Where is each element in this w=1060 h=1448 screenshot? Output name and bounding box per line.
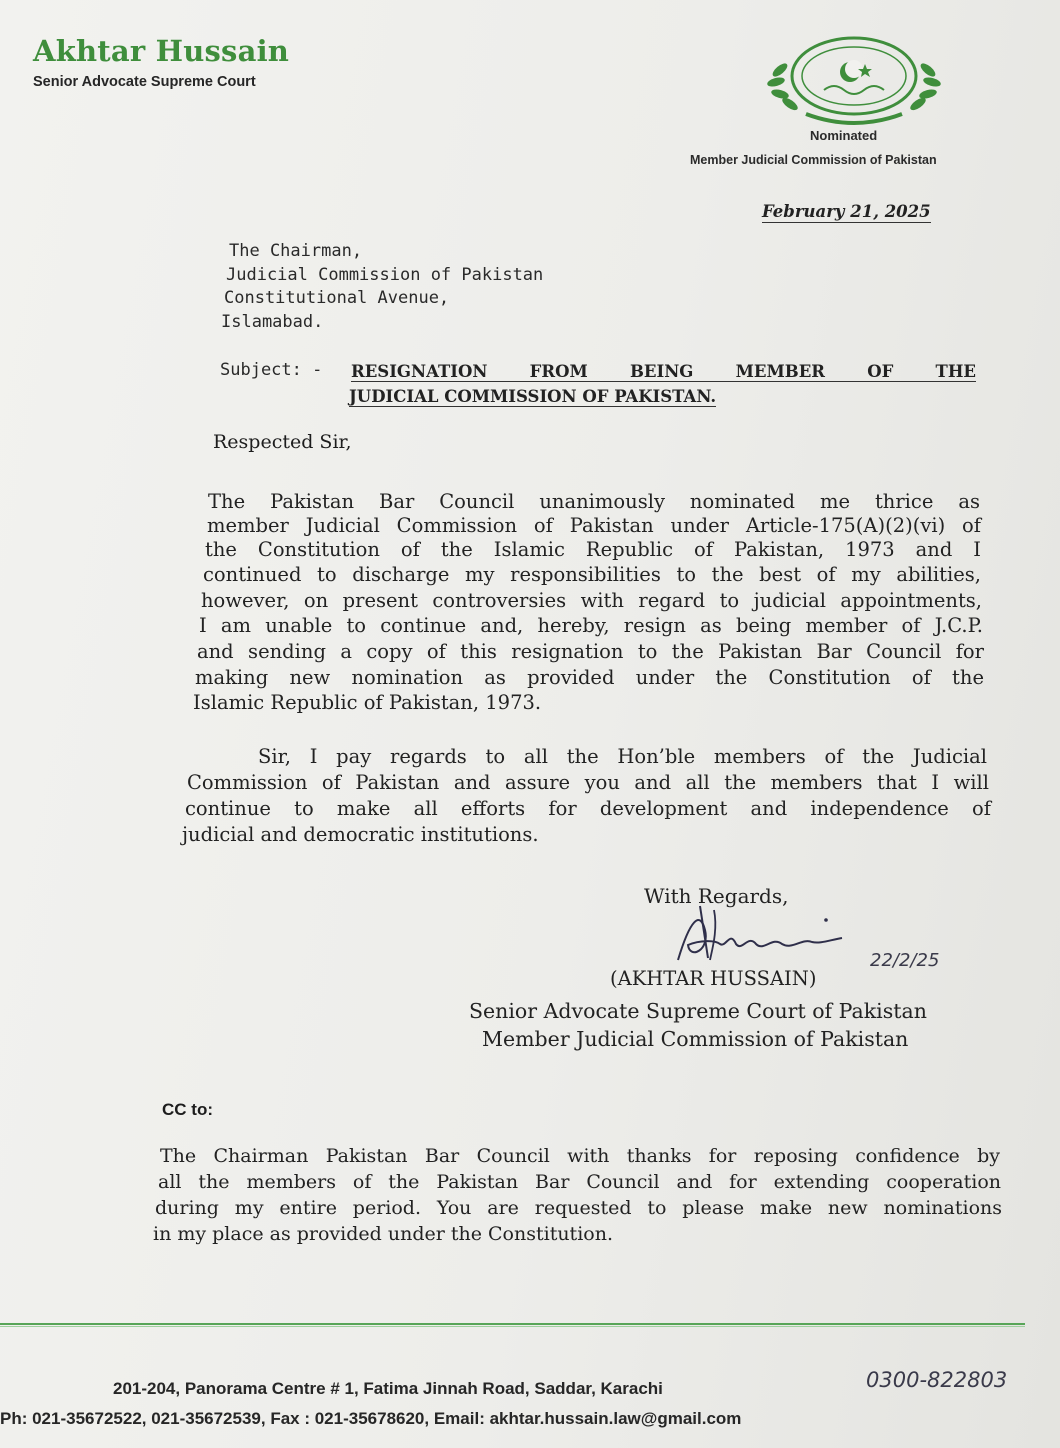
paragraph-line: and sending a copy of this resignation to the Pakistan Bar Council for (197, 640, 984, 663)
handwritten-phone: 0300-822803 (866, 1368, 1008, 1392)
paragraph-line: Sir, I pay regards to all the Hon’ble members of the Judicial (258, 745, 987, 768)
paragraph-line: The Pakistan Bar Council unanimously nominated me thrice as (208, 490, 980, 513)
signatory-title-1: Senior Advocate Supreme Court of Pakistan (469, 999, 927, 1023)
paragraph-line: judicial and democratic institutions. (182, 823, 539, 846)
signatory-title-2: Member Judicial Commission of Pakistan (482, 1027, 909, 1051)
signatory-name: (AKHTAR HUSSAIN) (610, 967, 817, 990)
cc-line: all the members of the Pakistan Bar Council and for extending cooperation (158, 1171, 1001, 1193)
cc-line: in my place as provided under the Constitution. (153, 1223, 613, 1245)
salutation: Respected Sir, (213, 431, 352, 453)
addressee-line: Constitutional Avenue, (224, 288, 450, 308)
letterhead-name: Akhtar Hussain (33, 34, 290, 68)
footer-contacts: Ph: 021-35672522, 021-35672539, Fax : 021-35678620, Email: akhtar.hussain.law@gmail.com (0, 1409, 742, 1428)
subject-line: RESIGNATION FROM BEING MEMBER OF THE (351, 362, 976, 381)
paragraph-line: continued to discharge my responsibilities to the best of my abilities, (203, 563, 981, 586)
subject-line: JUDICIAL COMMISSION OF PAKISTAN. (349, 387, 717, 406)
nominated-label: Nominated (810, 128, 878, 143)
letterhead-title: Senior Advocate Supreme Court (33, 74, 256, 90)
cc-line: The Chairman Pakistan Bar Council with thanks for reposing confidence by (160, 1145, 1000, 1167)
paragraph-line: I am unable to continue and, hereby, resign as being member of J.C.P. (199, 614, 983, 637)
handwritten-date: 22/2/25 (870, 950, 940, 971)
cc-line: during my entire period. You are requested to please make new nominations (155, 1197, 1002, 1219)
addressee-line: The Chairman, (229, 241, 363, 261)
footer-address: 201-204, Panorama Centre # 1, Fatima Jinnah Road, Saddar, Karachi (113, 1379, 663, 1398)
paragraph-line: the Constitution of the Islamic Republic of Pakistan, 1973 and I (205, 538, 981, 561)
paragraph-line: Islamic Republic of Pakistan, 1973. (193, 691, 542, 714)
closing-regards: With Regards, (644, 884, 789, 908)
addressee-line: Judicial Commission of Pakistan (226, 265, 544, 285)
member-jcp-label: Member Judicial Commission of Pakistan (690, 153, 937, 167)
bar-council-seal-icon (766, 30, 942, 126)
letter-date: February 21, 2025 (762, 202, 931, 221)
addressee-line: Islamabad. (221, 312, 324, 332)
paragraph-line: Commission of Pakistan and assure you and all the members that I will (187, 771, 989, 794)
subject-label: Subject: - (220, 360, 323, 380)
paragraph-line: however, on present controversies with regard to judicial appointments, (201, 589, 982, 612)
paragraph-line: member Judicial Commission of Pakistan under Article-175(A)(2)(vi) of (207, 514, 981, 537)
paragraph-line: making new nomination as provided under the Constitution of the (195, 666, 984, 689)
footer-rule (0, 1326, 1025, 1327)
cc-label: CC to: (162, 1100, 213, 1119)
paragraph-line: continue to make all efforts for development and independence of (185, 797, 991, 820)
footer-rule (0, 1323, 1025, 1325)
